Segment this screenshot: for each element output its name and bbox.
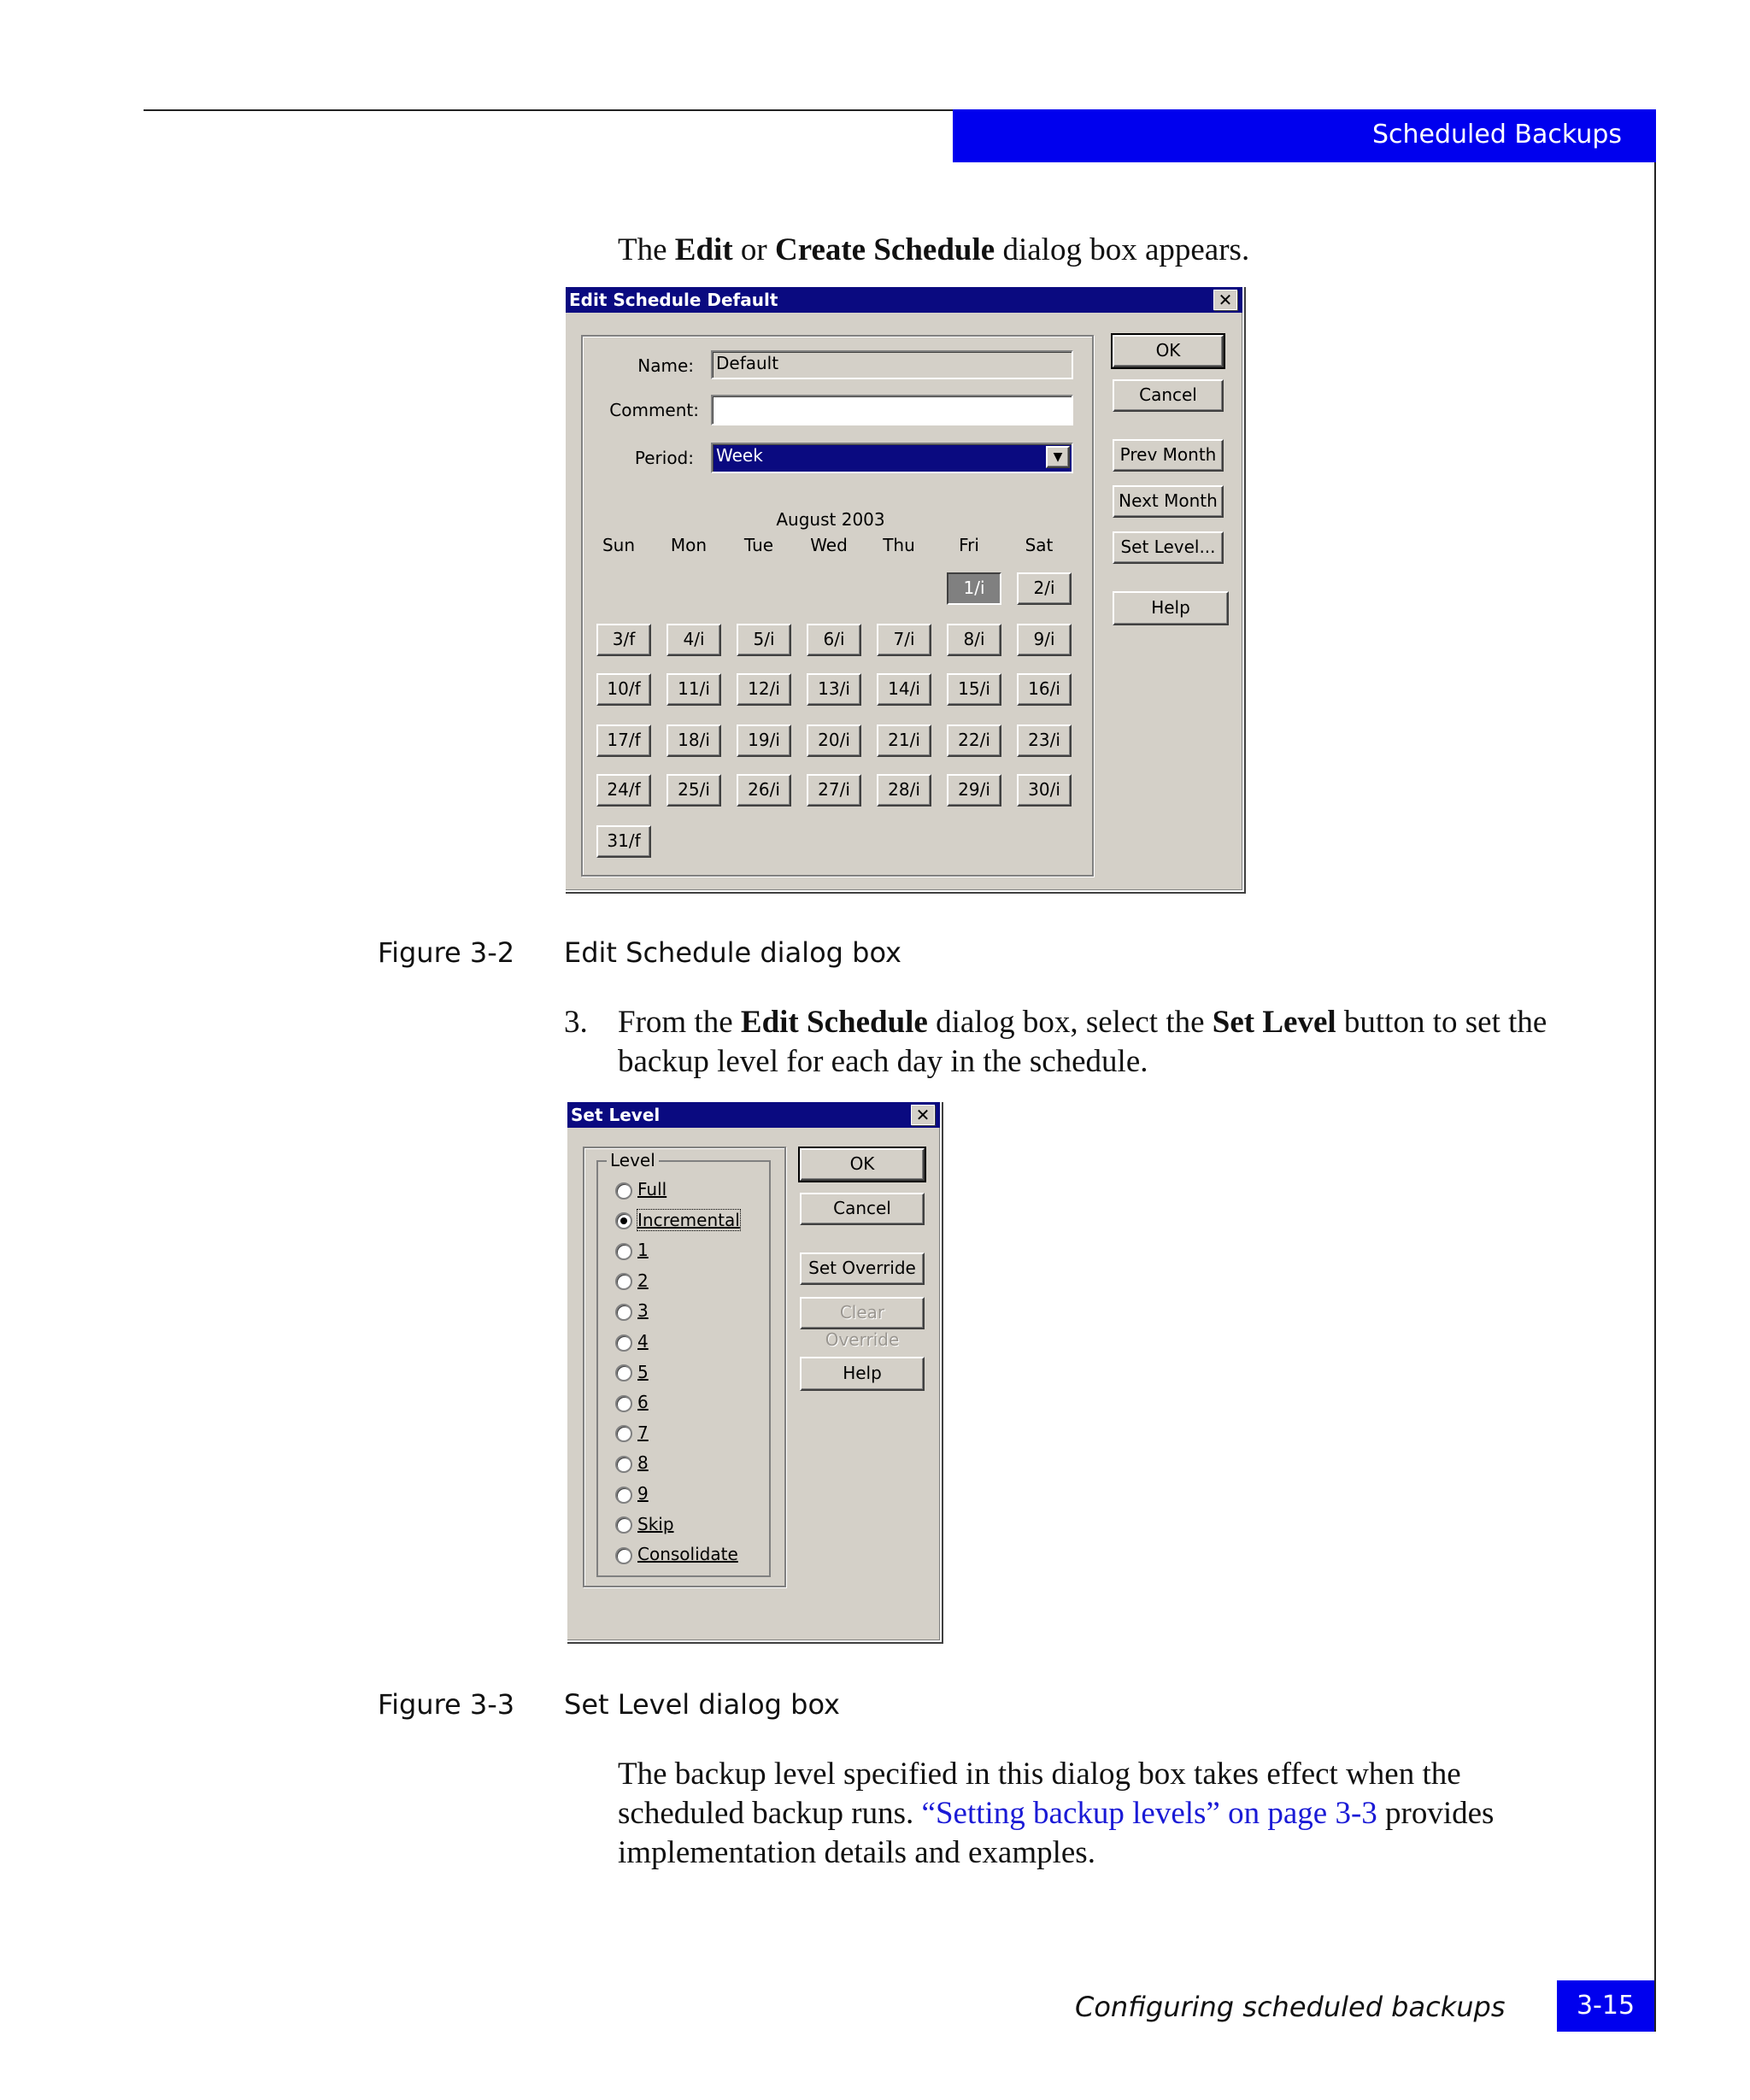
level-option-label: 6 — [637, 1392, 649, 1413]
weekday-label: Wed — [810, 535, 848, 555]
calendar-day-button[interactable]: 25/i — [667, 774, 721, 807]
calendar-day-button[interactable]: 18/i — [667, 724, 721, 757]
cancel-button[interactable]: Cancel — [800, 1193, 925, 1225]
edit-dialog-title: Edit Schedule Default — [569, 290, 778, 310]
weekday-label: Tue — [743, 535, 774, 555]
level-option[interactable] — [615, 1392, 649, 1416]
schedule-panel — [581, 335, 1094, 877]
radio-button-icon[interactable] — [615, 1364, 632, 1381]
weekday-label: Fri — [959, 535, 979, 555]
calendar-day-button[interactable]: 14/i — [877, 673, 931, 706]
edit-schedule-dialog — [564, 285, 1244, 892]
calendar-day-button[interactable]: 6/i — [807, 624, 861, 656]
comment-input[interactable] — [711, 395, 1073, 425]
page-number: 3-15 — [1557, 1980, 1654, 2032]
calendar-day-button[interactable]: 1/i — [947, 572, 1001, 605]
level-option[interactable] — [615, 1483, 649, 1507]
footer-chapter-title: Configuring scheduled backups — [1075, 1991, 1506, 2023]
level-option-label: 2 — [637, 1270, 649, 1291]
period-label: Period: — [634, 448, 694, 468]
level-option[interactable] — [615, 1514, 674, 1538]
ok-button[interactable]: OK — [1113, 335, 1224, 367]
level-option[interactable] — [615, 1331, 649, 1355]
ok-button[interactable]: OK — [800, 1148, 925, 1181]
radio-button-icon[interactable] — [615, 1182, 632, 1200]
set-level-titlebar — [567, 1102, 940, 1128]
level-option-label: Skip — [637, 1513, 674, 1534]
figure-3-2-label: Figure 3-2 — [378, 936, 515, 969]
calendar-day-button[interactable]: 4/i — [667, 624, 721, 656]
help-button[interactable]: Help — [1113, 591, 1229, 625]
step-number: 3. — [564, 1005, 588, 1040]
level-group-outer — [583, 1147, 786, 1587]
calendar-day-button[interactable]: 22/i — [947, 724, 1001, 757]
right-margin-rule — [1654, 109, 1656, 2032]
radio-button-icon[interactable] — [615, 1304, 632, 1321]
calendar-day-button[interactable]: 9/i — [1017, 624, 1072, 656]
name-label: Name: — [637, 355, 694, 376]
calendar-day-button[interactable]: 12/i — [737, 673, 791, 706]
calendar-day-button[interactable]: 23/i — [1017, 724, 1072, 757]
level-option[interactable] — [615, 1362, 649, 1386]
comment-label: Comment: — [609, 400, 699, 420]
calendar-day-button[interactable]: 31/f — [596, 825, 651, 858]
help-button[interactable]: Help — [800, 1357, 925, 1391]
level-option-label: Consolidate — [637, 1544, 738, 1565]
month-title: August 2003 — [776, 509, 885, 530]
cancel-button[interactable]: Cancel — [1113, 379, 1224, 412]
weekday-label: Sun — [602, 535, 636, 555]
level-option-label: Incremental — [637, 1209, 740, 1230]
level-option[interactable] — [615, 1210, 740, 1234]
calendar-day-button[interactable]: 16/i — [1017, 673, 1072, 706]
level-group — [596, 1150, 771, 1577]
chevron-down-icon[interactable]: ▼ — [1046, 446, 1070, 468]
weekday-label: Mon — [670, 535, 708, 555]
calendar-day-button[interactable]: 10/f — [596, 673, 651, 706]
calendar-day-button[interactable]: 24/f — [596, 774, 651, 807]
calendar-day-button[interactable]: 3/f — [596, 624, 651, 656]
level-group-label: Level — [607, 1150, 659, 1170]
level-option[interactable] — [615, 1270, 649, 1294]
calendar-day-button[interactable]: 15/i — [947, 673, 1001, 706]
calendar-day-button[interactable]: 17/f — [596, 724, 651, 757]
calendar-day-button[interactable]: 21/i — [877, 724, 931, 757]
step-3-text: From the Edit Schedule dialog box, select the Set Level button to set the backup level for each day in the schedule. — [618, 1005, 1547, 1079]
close-icon[interactable]: ✕ — [911, 1105, 935, 1125]
figure-3-3-label: Figure 3-3 — [378, 1688, 515, 1721]
calendar-day-button[interactable]: 5/i — [737, 624, 791, 656]
level-option-label: 4 — [637, 1331, 649, 1352]
setting-backup-levels-link[interactable]: “Setting backup levels” on page 3-3 — [921, 1796, 1377, 1831]
radio-button-icon[interactable] — [615, 1273, 632, 1290]
level-option-label: Full — [637, 1179, 667, 1200]
set-level-dialog — [566, 1100, 942, 1642]
calendar-day-button[interactable]: 30/i — [1017, 774, 1072, 807]
level-option[interactable] — [615, 1240, 649, 1264]
figure-3-3-caption: Set Level dialog box — [564, 1688, 840, 1721]
radio-button-icon[interactable] — [615, 1395, 632, 1412]
weekday-label: Thu — [883, 535, 915, 555]
calendar-day-button[interactable]: 8/i — [947, 624, 1001, 656]
radio-button-icon[interactable] — [615, 1425, 632, 1442]
radio-button-icon[interactable] — [615, 1334, 632, 1352]
level-option-label: 5 — [637, 1361, 649, 1382]
radio-button-icon[interactable] — [615, 1487, 632, 1504]
clear-override-button: Clear Override — [800, 1297, 925, 1329]
level-option-label: 9 — [637, 1483, 649, 1504]
set-level-button[interactable]: Set Level... — [1113, 531, 1224, 564]
level-option-label: 7 — [637, 1422, 649, 1443]
calendar-day-button[interactable]: 26/i — [737, 774, 791, 807]
period-value: Week — [716, 445, 763, 466]
calendar-day-button[interactable]: 7/i — [877, 624, 931, 656]
next-month-button[interactable]: Next Month — [1113, 485, 1224, 518]
radio-button-icon[interactable] — [615, 1547, 632, 1564]
level-option-label: 8 — [637, 1452, 649, 1474]
level-option[interactable] — [615, 1422, 649, 1446]
calendar-day-button[interactable]: 19/i — [737, 724, 791, 757]
calendar-day-button[interactable]: 29/i — [947, 774, 1001, 807]
name-field[interactable]: Default — [711, 350, 1073, 379]
set-override-button[interactable]: Set Override — [800, 1252, 925, 1285]
level-option[interactable] — [615, 1300, 649, 1324]
radio-button-icon[interactable] — [615, 1212, 632, 1229]
weekday-label: Sat — [1025, 535, 1054, 555]
period-select[interactable] — [711, 443, 1073, 473]
calendar-day-button[interactable]: 2/i — [1017, 572, 1072, 605]
edit-dialog-titlebar — [566, 287, 1242, 313]
section-title: Scheduled Backups — [1371, 120, 1622, 150]
calendar-day-button[interactable]: 20/i — [807, 724, 861, 757]
calendar-day-button[interactable]: 27/i — [807, 774, 861, 807]
radio-button-icon[interactable] — [615, 1243, 632, 1260]
figure-3-2-caption: Edit Schedule dialog box — [564, 936, 901, 969]
set-level-title: Set Level — [571, 1105, 661, 1125]
radio-button-icon[interactable] — [615, 1516, 632, 1534]
level-option[interactable] — [615, 1544, 738, 1568]
calendar-day-button[interactable]: 13/i — [807, 673, 861, 706]
level-option-label: 3 — [637, 1300, 649, 1322]
close-icon[interactable]: ✕ — [1213, 290, 1237, 310]
level-option[interactable] — [615, 1179, 667, 1203]
intro-paragraph: The Edit or Create Schedule dialog box appears. — [618, 232, 1250, 267]
calendar-day-button[interactable]: 28/i — [877, 774, 931, 807]
prev-month-button[interactable]: Prev Month — [1113, 439, 1224, 472]
calendar-day-button[interactable]: 11/i — [667, 673, 721, 706]
radio-button-icon[interactable] — [615, 1456, 632, 1473]
level-option[interactable] — [615, 1452, 649, 1476]
level-option-label: 1 — [637, 1240, 649, 1261]
closing-paragraph: The backup level specified in this dialog box takes effect when the scheduled backup runs. “Setting backup levels” on page 3-3 provides implementation details and examples. — [618, 1757, 1495, 1870]
